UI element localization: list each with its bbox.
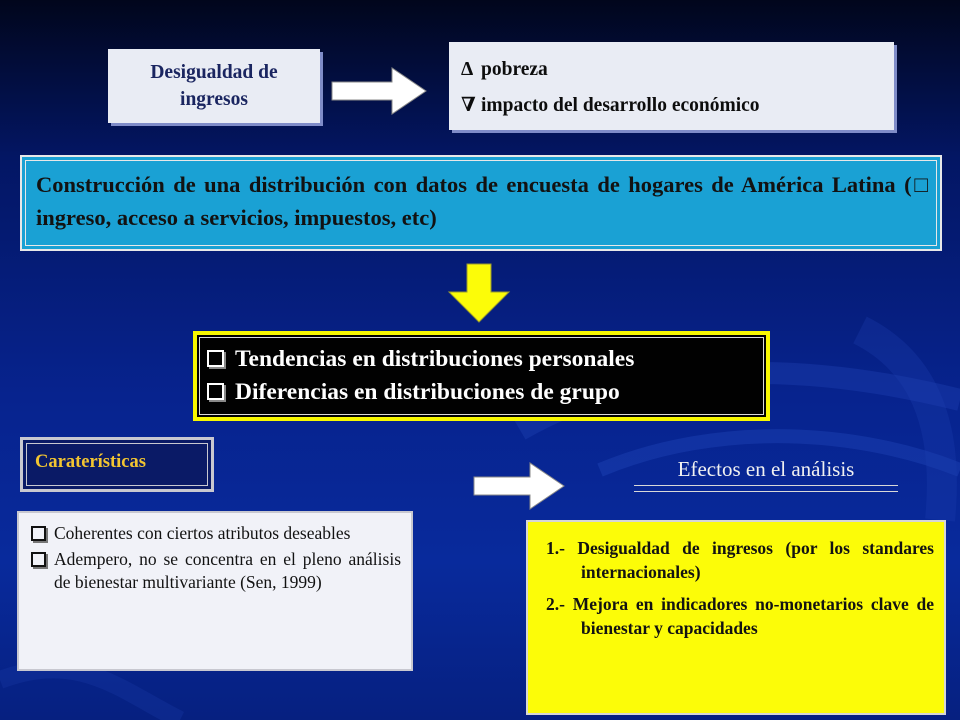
nabla-symbol: ∇ [461,95,476,116]
construction-text: Construcción de una distribución con datos de encuesta de hogares de América Latina (□ ingreso, acceso a servicios, impuestos, etc) [36,172,928,230]
trend-item-group [207,376,766,409]
trend-item-personal [207,343,766,376]
characteristics-label-box [20,437,214,492]
characteristic-item-coherent [31,522,401,545]
effect-item-inequality: 1.- Desigualdad de ingresos (por los standares internacionales) [546,538,934,582]
income-inequality-line-2: ingresos [180,89,248,110]
poverty-text: pobreza [481,59,548,80]
impact-text: impacto del desarrollo económico [481,95,760,116]
income-inequality-box [108,49,320,123]
right-arrow-icon [330,66,430,116]
poverty-line [461,52,894,88]
effects-list-box [526,520,946,715]
characteristics-list-box [17,511,413,671]
checkbox-bullet-icon [207,383,224,400]
down-arrow-icon [446,262,512,324]
income-inequality-line-1: Desigualdad de [150,62,278,83]
characteristic-text-however: Adempero, no se concentra en el pleno análisis de bienestar multivariante (Sen, 1999) [54,549,401,592]
poverty-impact-box [449,42,894,130]
impact-line [461,88,894,124]
construction-box [20,155,942,251]
characteristic-text-coherent: Coherentes con ciertos atributos deseables [54,523,351,543]
effects-title: Efectos en el análisis [677,457,855,481]
trends-box [193,331,770,421]
delta-symbol: Δ [461,59,474,80]
trend-text-group: Diferencias en distribuciones de grupo [235,379,620,405]
checkbox-bullet-icon [207,350,224,367]
effects-title-underline [634,485,898,492]
trend-text-personal: Tendencias en distribuciones personales [235,346,635,372]
right-arrow-icon [472,461,568,511]
checkbox-bullet-icon [31,526,46,541]
checkbox-bullet-icon [31,552,46,567]
effect-item-indicators: 2.- Mejora en indicadores no-monetarios clave de bienestar y capacidades [546,594,934,638]
characteristics-label: Caraterísticas [35,452,146,472]
characteristic-item-however [31,548,401,594]
